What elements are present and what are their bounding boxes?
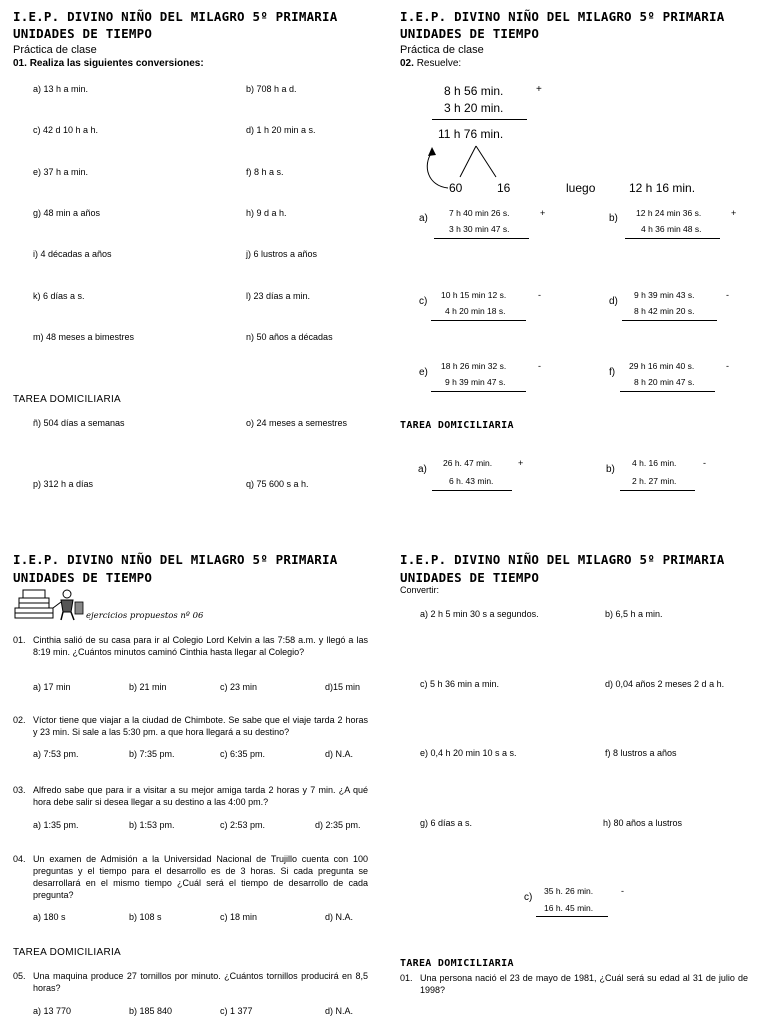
conversion-item: g) 6 días a s. bbox=[420, 818, 473, 828]
conversion-item: n) 50 años a décadas bbox=[246, 332, 333, 342]
option-c: c) 2:53 pm. bbox=[220, 820, 266, 830]
problem-bottom: 8 h 20 min 47 s. bbox=[634, 377, 695, 387]
option-b: b) 21 min bbox=[129, 682, 167, 692]
problem-label: b) bbox=[606, 464, 615, 475]
problem-operator: - bbox=[538, 361, 541, 371]
example-row-1: 8 h 56 min. bbox=[444, 84, 504, 98]
problem-operator: - bbox=[726, 361, 729, 371]
conversion-item: d) 0,04 años 2 meses 2 d a h. bbox=[605, 679, 725, 689]
problem-top: 7 h 40 min 26 s. bbox=[449, 208, 510, 218]
problem-bottom: 4 h 36 min 48 s. bbox=[641, 224, 702, 234]
option-d: d)15 min bbox=[325, 682, 361, 692]
question-01 bbox=[400, 972, 748, 996]
problem-label: b) bbox=[609, 213, 618, 224]
conversion-item: h) 9 d a h. bbox=[246, 208, 287, 218]
problem-label: f) bbox=[609, 367, 616, 378]
header-topic: UNIDADES DE TIEMPO bbox=[13, 26, 153, 41]
option-b: b) 7:35 pm. bbox=[129, 749, 175, 759]
problem-bottom: 6 h. 43 min. bbox=[449, 476, 494, 486]
problem-label: c) bbox=[419, 296, 428, 307]
question-text: Alfredo sabe que para ir a visitar a su mejor amiga tarda 2 horas y 7 min. ¿A qué hora debe salir si desea llegar a su destino a las 4:00 pm.? bbox=[33, 785, 368, 807]
problem-label: d) bbox=[609, 296, 618, 307]
conversion-item: c) 5 h 36 min a min. bbox=[420, 679, 500, 689]
tarea-heading: TAREA DOMICILIARIA bbox=[13, 394, 122, 405]
header-school: I.E.P. DIVINO NIÑO DEL MILAGRO 5º PRIMARIA bbox=[13, 552, 338, 567]
example-row-2: 3 h 20 min. bbox=[444, 101, 504, 115]
conversion-item: b) 6,5 h a min. bbox=[605, 609, 663, 619]
header-school: I.E.P. DIVINO NIÑO DEL MILAGRO 5º PRIMARIA bbox=[400, 552, 725, 567]
instruction-number: 02. bbox=[400, 58, 414, 69]
conversion-item: b) 708 h a d. bbox=[246, 84, 297, 94]
problem-top: 9 h 39 min 43 s. bbox=[634, 290, 695, 300]
header-topic: UNIDADES DE TIEMPO bbox=[13, 570, 153, 585]
problem-label: e) bbox=[419, 367, 428, 378]
option-d: d) N.A. bbox=[325, 749, 354, 759]
problem-label: c) bbox=[524, 892, 533, 903]
header-topic: UNIDADES DE TIEMPO bbox=[400, 26, 540, 41]
problem-bottom: 4 h 20 min 18 s. bbox=[445, 306, 506, 316]
conversion-item: m) 48 meses a bimestres bbox=[33, 332, 135, 342]
option-c: c) 23 min bbox=[220, 682, 258, 692]
practice-label: Práctica de clase bbox=[13, 44, 97, 56]
option-a: a) 13 770 bbox=[33, 1006, 72, 1016]
question-number: 02. bbox=[13, 715, 26, 725]
students-clipart-icon bbox=[13, 586, 85, 622]
conversion-item: i) 4 décadas a años bbox=[33, 249, 112, 259]
exercise-banner: ejercicios propuestos nº 06 bbox=[86, 611, 204, 621]
problem-operator: - bbox=[703, 458, 706, 468]
option-a: a) 17 min bbox=[33, 682, 71, 692]
tarea-heading: TAREA DOMICILIARIA bbox=[13, 947, 122, 958]
conversion-item: ñ) 504 días a semanas bbox=[33, 418, 125, 428]
conversion-item: j) 6 lustros a años bbox=[246, 249, 318, 259]
question-number: 01. bbox=[13, 635, 26, 645]
sum-line bbox=[620, 490, 695, 491]
problem-top: 12 h 24 min 36 s. bbox=[636, 208, 702, 218]
question-text: Un examen de Admisión a la Universidad Nacional de Trujillo cuenta con 100 preguntas y el tiempo para el desarrollo es de 3 horas. Si cada pregunta se desarrollará en el mismo tiempo ¿Cuál será el tiempo de desarrollo de cada pregunta? bbox=[33, 854, 368, 900]
example-plus: + bbox=[536, 84, 542, 95]
header-school: I.E.P. DIVINO NIÑO DEL MILAGRO 5º PRIMARIA bbox=[13, 9, 338, 24]
instruction-text: Realiza las siguientes conversiones: bbox=[29, 58, 204, 69]
problem-operator: - bbox=[726, 290, 729, 300]
split-arrows bbox=[418, 142, 528, 192]
problem-label: a) bbox=[419, 213, 428, 224]
option-b: b) 108 s bbox=[129, 912, 162, 922]
tarea-heading: TAREA DOMICILIARIA bbox=[400, 420, 514, 431]
option-d: d) 2:35 pm. bbox=[315, 820, 361, 830]
conversion-item: d) 1 h 20 min a s. bbox=[246, 125, 316, 135]
conversion-item: c) 42 d 10 h a h. bbox=[33, 125, 99, 135]
sum-line bbox=[536, 916, 608, 917]
conversion-item: e) 0,4 h 20 min 10 s a s. bbox=[420, 748, 517, 758]
conversion-item: k) 6 días a s. bbox=[33, 291, 85, 301]
problem-bottom: 2 h. 27 min. bbox=[632, 476, 677, 486]
problem-top: 35 h. 26 min. bbox=[544, 886, 594, 896]
question-02 bbox=[13, 714, 368, 738]
practice-label: Práctica de clase bbox=[400, 44, 484, 56]
option-a: a) 1:35 pm. bbox=[33, 820, 79, 830]
example-luego: luego bbox=[566, 181, 596, 195]
question-text: Cinthia salió de su casa para ir al Colegio Lord Kelvin a las 7:58 a.m. y llegó a las 8:19 min. ¿Cuántos minutos caminó Cinthia hasta llegar al Colegio? bbox=[33, 635, 368, 657]
instruction-text: Convertir: bbox=[400, 585, 440, 595]
conversion-item: p) 312 h a días bbox=[33, 479, 94, 489]
option-b: b) 1:53 pm. bbox=[129, 820, 175, 830]
question-number: 05. bbox=[13, 971, 26, 981]
conversion-item: a) 2 h 5 min 30 s a segundos. bbox=[420, 609, 539, 619]
question-01 bbox=[13, 634, 368, 658]
sum-line bbox=[432, 490, 512, 491]
problem-operator: + bbox=[731, 208, 737, 218]
problem-operator: - bbox=[621, 886, 624, 896]
tarea-heading: TAREA DOMICILIARIA bbox=[400, 958, 514, 969]
conversion-item: e) 37 h a min. bbox=[33, 167, 89, 177]
question-text: Víctor tiene que viajar a la ciudad de Chimbote. Se sabe que el viaje tarda 2 horas y 23 min. Si sale a las 5:30 pm. a que hora llegará a su destino? bbox=[33, 715, 368, 737]
conversion-item: f) 8 lustros a años bbox=[605, 748, 677, 758]
option-d: d) N.A. bbox=[325, 912, 354, 922]
conversion-item: g) 48 min a años bbox=[33, 208, 101, 218]
problem-label: a) bbox=[418, 464, 427, 475]
conversion-item: h) 80 años a lustros bbox=[603, 818, 683, 828]
example-final: 12 h 16 min. bbox=[629, 181, 696, 195]
option-d: d) N.A. bbox=[325, 1006, 354, 1016]
option-c: c) 6:35 pm. bbox=[220, 749, 266, 759]
problem-top: 26 h. 47 min. bbox=[443, 458, 493, 468]
sum-line bbox=[431, 320, 526, 321]
sum-line bbox=[434, 238, 529, 239]
option-b: b) 185 840 bbox=[129, 1006, 173, 1016]
problem-operator: - bbox=[538, 290, 541, 300]
instruction-text: Resuelve: bbox=[416, 58, 462, 69]
conversion-item: l) 23 días a min. bbox=[246, 291, 311, 301]
sum-line bbox=[625, 238, 720, 239]
instruction-number: 01. bbox=[13, 58, 27, 69]
conversion-item: q) 75 600 s a h. bbox=[246, 479, 309, 489]
question-03 bbox=[13, 784, 368, 808]
conversion-item: o) 24 meses a semestres bbox=[246, 418, 348, 428]
example-result: 11 h 76 min. bbox=[438, 127, 504, 141]
option-c: c) 18 min bbox=[220, 912, 258, 922]
problem-bottom: 3 h 30 min 47 s. bbox=[449, 224, 510, 234]
problem-top: 18 h 26 min 32 s. bbox=[441, 361, 507, 371]
problem-bottom: 9 h 39 min 47 s. bbox=[445, 377, 506, 387]
problem-top: 10 h 15 min 12 s. bbox=[441, 290, 507, 300]
question-number: 03. bbox=[13, 785, 26, 795]
problem-operator: + bbox=[540, 208, 546, 218]
question-04 bbox=[13, 853, 368, 901]
instruction bbox=[13, 58, 204, 69]
option-a: a) 7:53 pm. bbox=[33, 749, 79, 759]
header-school: I.E.P. DIVINO NIÑO DEL MILAGRO 5º PRIMARIA bbox=[400, 9, 725, 24]
problem-operator: + bbox=[518, 458, 524, 468]
instruction bbox=[400, 58, 461, 69]
option-a: a) 180 s bbox=[33, 912, 66, 922]
conversion-item: f) 8 h a s. bbox=[246, 167, 284, 177]
sum-line bbox=[620, 391, 715, 392]
question-text: Una persona nació el 23 de mayo de 1981, ¿Cuál será su edad al 31 de julio de 1998? bbox=[420, 973, 748, 995]
header-topic: UNIDADES DE TIEMPO bbox=[400, 570, 540, 585]
problem-top: 4 h. 16 min. bbox=[632, 458, 677, 468]
question-number: 04. bbox=[13, 854, 26, 864]
sum-line bbox=[432, 119, 527, 120]
option-c: c) 1 377 bbox=[220, 1006, 253, 1016]
example-sixty: 60 bbox=[449, 181, 463, 195]
question-number: 01. bbox=[400, 973, 413, 983]
example-sixteen: 16 bbox=[497, 181, 511, 195]
question-05 bbox=[13, 970, 368, 994]
problem-bottom: 16 h. 45 min. bbox=[544, 903, 594, 913]
problem-bottom: 8 h 42 min 20 s. bbox=[634, 306, 695, 316]
problem-top: 29 h 16 min 40 s. bbox=[629, 361, 695, 371]
question-text: Una maquina produce 27 tornillos por minuto. ¿Cuántos tornillos producirá en 8,5 horas? bbox=[33, 971, 368, 993]
sum-line bbox=[431, 391, 526, 392]
sum-line bbox=[622, 320, 717, 321]
conversion-item: a) 13 h a min. bbox=[33, 84, 89, 94]
